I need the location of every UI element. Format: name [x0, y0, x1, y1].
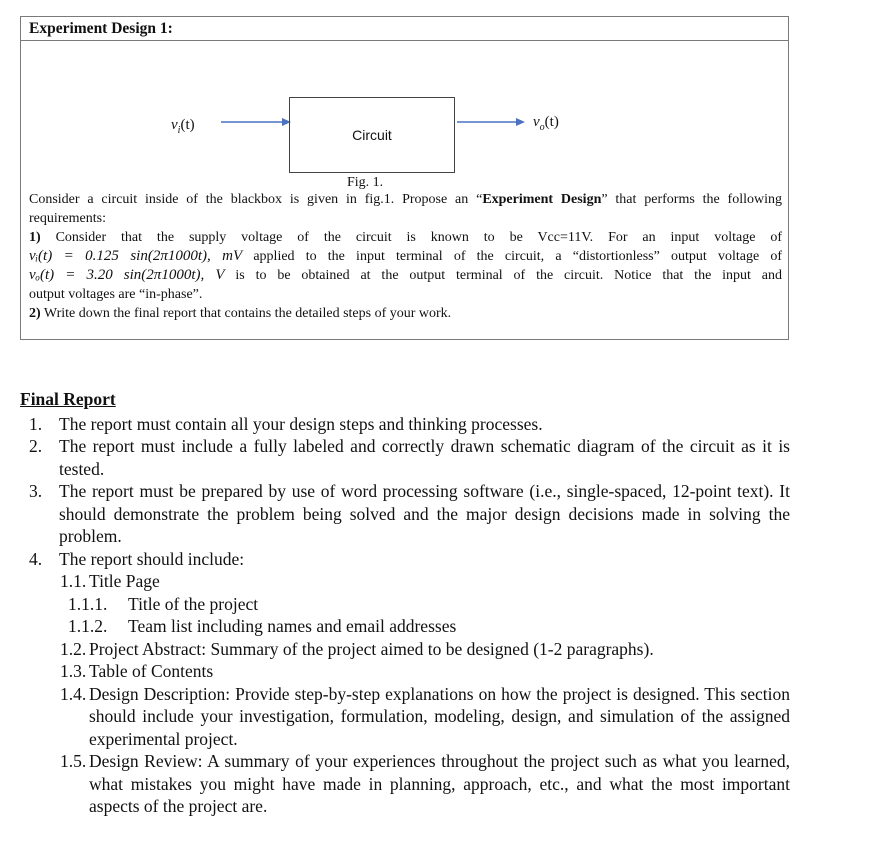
sub-list-item: 1.1. Title Page [60, 571, 160, 591]
figure-caption: Fig. 1. [347, 175, 384, 190]
intro-paragraph: Consider a circuit inside of the blackbox is given in fig.1. Propose an “Experiment Design” that performs the following requirements: [29, 192, 782, 226]
list-item: 1. The report must contain all your design steps and thinking processes. [29, 413, 543, 434]
input-signal-label: $v_i(t)$ [171, 117, 195, 136]
sub-list-item: 1.4. Design Description: Provide step-by-step explanations on how the project is designed. This section should include your investigation, formulation, modeling, design, and simulation of the assigned experimental project. [60, 683, 790, 749]
sub-list-item: 1.5. Design Review: A summary of your experiences throughout the project such as what you learned, what mistakes you might have made in planning, approach, etc., and what the most important aspects of the project are. [60, 751, 790, 816]
report-list [20, 413, 790, 818]
requirement-2: 2) Write down the final report that contains the detailed steps of your work. [29, 306, 452, 321]
list-item: 3. The report must be prepared by use of word processing software (i.e., single-spaced, 12-point text). It should demonstrate the problem being solved and the major design decisions made in solving the problem. [29, 481, 790, 546]
requirement-1-line-2: vᵢ(t) = 0.125 sin(2π1000t), mV applied to the input terminal of the circuit, a “distortionless” output voltage of [29, 248, 782, 264]
final-report-section [20, 388, 790, 818]
sub-list-item: 1.2. Project Abstract: Summary of the project aimed to be designed (1-2 paragraphs). [60, 638, 654, 659]
list-item: 4. The report should include: [29, 548, 245, 569]
experiment-box [20, 16, 789, 340]
sub-sub-list-item: 1.1.2. Team list including names and email addresses [68, 616, 457, 636]
requirement-1-line-4: output voltages are “in-phase”. [29, 287, 203, 302]
final-report-heading: Final Report [20, 389, 116, 409]
sub-list-item: 1.3. Table of Contents [60, 661, 214, 681]
experiment-title: Experiment Design 1: [21, 17, 788, 41]
block-diagram [21, 41, 788, 189]
circuit-label: Circuit [352, 127, 392, 143]
output-arrow-head [516, 118, 525, 126]
output-signal-label: $v_o(t)$ [533, 114, 559, 133]
requirement-1-line-1: 1) Consider that the supply voltage of the circuit is known to be Vcc=11V. For an input voltage of [29, 230, 782, 245]
circuit-block [289, 97, 455, 173]
requirement-1-line-3: vₒ(t) = 3.20 sin(2π1000t), V is to be obtained at the output terminal of the circuit. Notice that the input and [29, 267, 783, 283]
sub-sub-list-item: 1.1.1. Title of the project [68, 593, 259, 614]
experiment-description [29, 190, 782, 323]
list-item: 2. The report must include a fully labeled and correctly drawn schematic diagram of the circuit as it is tested. [29, 436, 790, 479]
